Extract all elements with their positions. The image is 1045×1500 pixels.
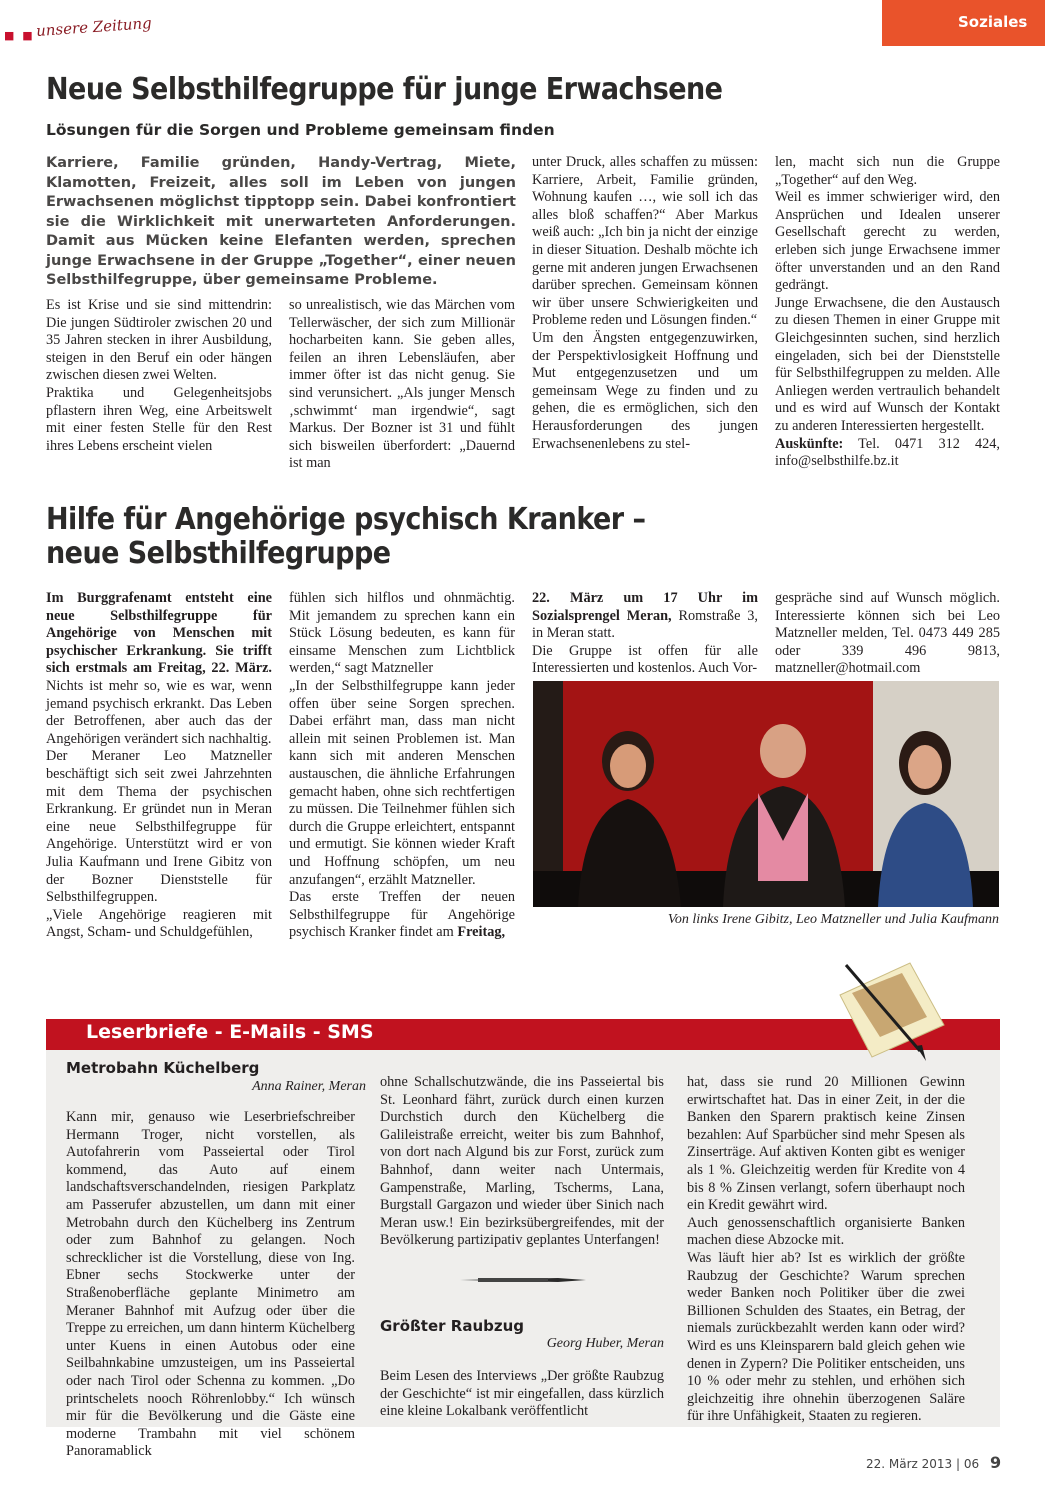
group-photo	[533, 681, 999, 907]
article2-col1-text: Nichts ist mehr so, wie es war, wenn jemand psychisch erkrankt. Das Leben der Betroffenen, aber auch das der Angehörigen verändert sich nachhaltig. Der Meraner Leo Matzneller beschäftigt sich seit zwei Jahrzehnten mit dem Thema der psychischen Erkrankung. Er gründet nun in Meran eine neue Selbsthilfegruppe für Angehörige. Unterstützt wird er von Julia Kaufmann und Irene Gibitz von der Bozner Dienststelle für Selbsthilfegruppen. „Viele Angehörige reagieren mit Angst, Scham- und Schuldgefühlen,	[46, 677, 272, 941]
article1-lead: Karriere, Familie gründen, Handy-Vertrag, Miete, Klamotten, Freizeit, alles soll im Leben von jungen Erwachsenen möglichst tipptopp sein. Dabei konfrontiert sie die Wirklichkeit mit unerwarteten Anforderungen. Damit aus Mücken keine Elefanten werden, sprechen junge Erwachsene in der Gruppe „Together“, einer neuen Selbsthilfegruppe, über gemeinsame Probleme.	[46, 155, 516, 288]
article1-title: Neue Selbsthilfegruppe für junge Erwachsene	[46, 72, 723, 107]
brand-dots: ■ ■	[4, 29, 35, 42]
letter2-col3: hat, dass sie rund 20 Millionen Gewinn erwirtschaftet hat. Das in einer Zeit, in der die Banken den Sparern praktisch keine Zinsen bezahlen: Auf Sparbücher sind mehr Spesen als Zinserträge. Auf aktiven Konten gibt es weniger als 1 %. Gleichzeitig werden für Kredite von 4 bis 8 % Zinsen verlangt, sofern überhaupt noch ein Kredit gewährt wird. Auch genossenschaftlich organisierte Banken machen diese Abzocke mit. Was läuft hier ab? Ist es wirklich der größte Raubzug der Geschichte? Warum sprechen weder Banken noch Politiker über die zwei Billionen Schulden des Staates, ein Betrag, der niemals zurückbezahlt werden kann oder wird? Wird es uns Kleinsparern bald gleich gehen wie denen in Zypern? Die Politiker entscheiden, uns 10 % oder mehr zu stehlen, und erhöhen sich gleichzeitig ihre ohnehin überzogenen Saläre für ihre Unfähigkeit, Staaten zu regieren.	[687, 1074, 965, 1425]
brand-logo: unsere Zeitung	[35, 13, 153, 41]
article2-col4: gespräche sind auf Wunsch möglich. Interessierte können sich bei Leo Matzneller melden, Tel. 0473 449 285 oder 339 496 9813, matzneller@hotmail.com	[775, 590, 1000, 677]
article1-subtitle: Lösungen für die Sorgen und Probleme gemeinsam finden	[46, 121, 555, 139]
article1-info-label: Auskünfte:	[775, 435, 844, 452]
footer-issue: 22. März 2013 | 06	[866, 1457, 980, 1471]
letter2-author: Georg Huber, Meran	[546, 1336, 664, 1351]
article2-col2-date: Freitag,	[457, 924, 506, 941]
letter1-col2: ohne Schallschutzwände, die ins Passeiertal bis St. Leonhard fährt, zurück durch einen kurzen Durchstich durch den Küchelberg die Galileistraße erreicht, weiter bis zum Bahnhof, von dort nach Algund bis zur Forst, zurück zum Bahnhof, dann weiter nach Untermais, Gampenstraße, Marling, Tscherms, Lana, Burgstall Gargazon und wieder über Sinich nach Meran usw.! Ein bezirksübergreifendes, mit der Bevölkerung partizipativ geplantes Unterfangen!	[380, 1074, 664, 1249]
article2-title-line2: neue Selbsthilfegruppe	[46, 536, 391, 571]
article2-title-line1: Hilfe für Angehörige psychisch Kranker –	[46, 502, 646, 537]
letter2-title: Größter Raubzug	[380, 1317, 525, 1335]
group-photo-illustration	[533, 681, 999, 907]
article2-col3-date: 22. März um 17 Uhr im Sozialsprengel Meran,	[532, 590, 758, 624]
article2-col3-text: Romstraße 3, in Meran statt. Die Gruppe ist offen für alle Interessierten und kostenlos. Auch Vor-	[532, 607, 758, 677]
pen-divider-icon	[458, 1272, 588, 1286]
article2-col3	[532, 590, 758, 678]
article2-col2	[289, 590, 515, 942]
envelope-pen-icon	[832, 955, 950, 1065]
letter1-author: Anna Rainer, Meran	[252, 1079, 366, 1094]
letter1-title: Metrobahn Küchelberg	[66, 1059, 260, 1077]
article2-col1	[46, 590, 272, 942]
article1-col2: so unrealistisch, wie das Märchen vom Tellerwäscher, der sich zum Millionär hocharbeiten kann. Sie geben alles, feilen an ihren Lebensläufen, aber immer öfter ist das nicht genug. Sie sind verunsichert. „Als junger Mensch ‚schwimmt‘ man irgendwie“, sagt Markus. Der Bozner ist 31 und fühlt sich bisweilen überfordert: „Dauernd ist man	[289, 297, 515, 472]
letter1-col1: Kann mir, genauso wie Leserbriefschreiber Hermann Troger, nicht vorstellen, als Autofahrerin vom Passeiertal oder Tirol kommend, das Auto auf einem landschaftsverschandelnden, riesigen Parkplatz am Passerufer abzustellen, um dann mit einer Metrobahn durch den Küchelberg ins Zentrum oder zum Bahnhof zu gelangen. Noch schrecklicher ist die Vorstellung, diese von Ing. Ebner sechs Stockwerke unter der Straßenoberfläche geplante Minimetro am Meraner Bahnhof mit Aufzug oder über die Treppe zu erreichen, um dann hinterm Küchelberg unter Kuens in einen Autobus oder eine Seilbahnkabine umzusteigen, um ins Passeiertal oder nach Tirol oder Schenna zu kommen. „Do printschelets nooch Röhrenlobby.“ Ich wünsch mir für die Bevölkerung und die Gäste eine moderne Trambahn mit viel schönem Panoramablick	[66, 1109, 355, 1460]
article1-col3: unter Druck, alles schaffen zu müssen: Karriere, Arbeit, Familie gründen, Wohnung kaufen …, wie soll ich das alles bloß schaffen?“ Aber Markus weiß auch: „Ich bin ja nicht der einzige in dieser Situation. Deshalb möchte ich gerne mit anderen jungen Erwachsenen darüber sprechen. Gemeinsam können wir über unsere Schwierigkeiten und Probleme reden und Lösungen finden.“ Um den Ängsten entgegenzuwirken, der Perspektivlosigkeit Hoffnung und Mut entgegenzusetzen und um gemeinsam Wege zu finden und zu gehen, die es ermöglichen, sich den Herausforderungen des jungen Erwachsenenlebens zu stel-	[532, 154, 758, 452]
section-tab: Soziales	[882, 0, 1045, 46]
article1-col4	[775, 154, 1000, 471]
letter2-col2: Beim Lesen des Interviews „Der größte Raubzug der Geschichte“ ist mir eingefallen, dass kürzlich eine kleine Lokalbank veröffentlicht	[380, 1368, 664, 1420]
photo-caption: Von links Irene Gibitz, Leo Matzneller und Julia Kaufmann	[667, 912, 999, 927]
letters-section-title: Leserbriefe - E-Mails - SMS	[86, 1021, 374, 1043]
article1-info-text: Tel. 0471 312 424, info@selbsthilfe.bz.it	[775, 435, 1000, 470]
article2-col2-text: fühlen sich hilflos und ohnmächtig. Mit jemandem zu sprechen kann ein Stück Lösung bedeuten, es kann für einsame Menschen zum Lichtblick werden,“ sagt Matzneller „In der Selbsthilfegruppe kann jeder offen über seine Sorgen sprechen. Dabei erfährt man, dass man nicht allein mit seinen Problemen ist. Man kann sich mit anderen Menschen austauschen, die ähnliche Erfahrungen gemacht haben, ohne sich rechtfertigen zu müssen. Die Teilnehmer fühlen sich durch die Gruppe erleichtert, entspannt und ermutigt. Sie können wieder Kraft und Hoffnung schöpfen, um neu anzufangen“, erzählt Matzneller. Das erste Treffen der neuen Selbsthilfegruppe für Angehörige psychisch Kranker findet am	[289, 590, 515, 941]
page-number: 9	[990, 1453, 1002, 1472]
article2-col1-intro: Im Burggrafenamt entsteht eine neue Selbsthilfegruppe für Angehörige von Menschen mit psychischer Erkrankung. Sie trifft sich erstmals am Freitag, 22. März.	[46, 590, 272, 677]
article1-col1: Es ist Krise und sie sind mittendrin: Die jungen Südtiroler zwischen 20 und 35 Jahren stecken in ihrer Ausbildung, steigen in den Beruf ein oder hängen zwischen diesen zwei Welten. Praktika und Gelegenheitsjobs pflastern ihren Weg, eine Arbeitswelt mit einer festen Stelle für den Rest ihres Lebens erscheint vielen	[46, 297, 272, 454]
article1-col4-text: len, macht sich nun die Gruppe „Together“ auf den Weg. Weil es immer schwieriger wird, den Ansprüchen und Idealen unserer Gesellschaft gerecht zu werden, erleben sich junge Erwachsene immer öfter unverstanden und an den Rand gedrängt. Junge Erwachsene, die den Austausch zu diesen Themen in einer Gruppe mit Gleichgesinnten suchen, sind herzlich eingeladen, sich bei der Dienststelle für Selbsthilfegruppen zu melden. Alle Anliegen werden vertraulich behandelt und es wird auf Wunsch der Kontakt zu anderen Interessierten hergestellt.	[775, 154, 1000, 434]
